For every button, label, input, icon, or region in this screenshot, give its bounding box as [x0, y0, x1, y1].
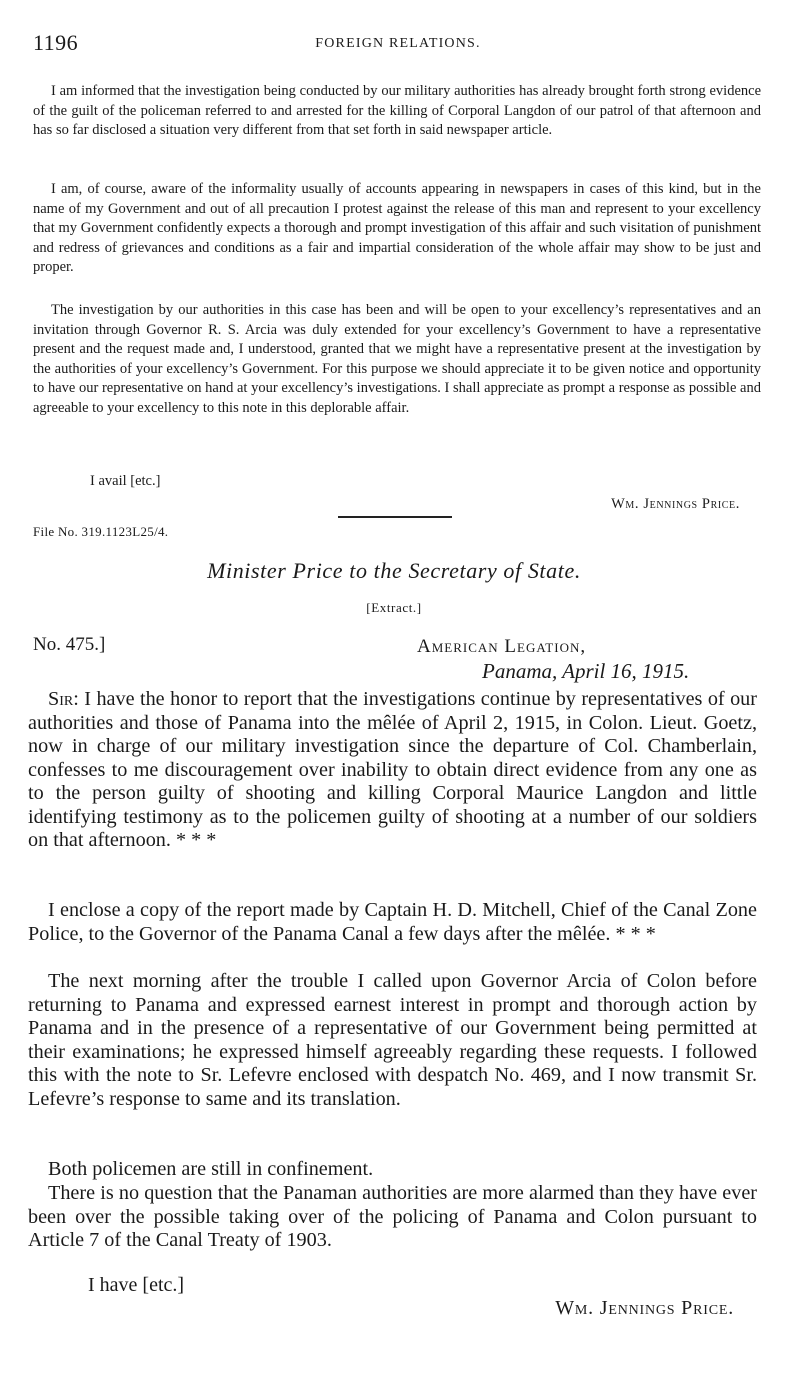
legation-heading: American Legation,	[417, 636, 587, 657]
page-header	[33, 30, 763, 60]
report-paragraph-1-text: I have the honor to report that the investigations continue by representatives of our authorities and those of Panama into the mêlée of April 2, 1915, in Colon. Lieut. Goetz, now in charge of our military investigation since the departure of Col. Chamberlain, confesses to me discouragement over inability to obtain direct evidence from any one as to the person guilty of shooting and killing Corporal Maurice Langdon and little identifying testimony as to the policemen guilty of shooting at a number of our soldiers on that afternoon. * * *	[28, 688, 757, 851]
running-head: FOREIGN RELATIONS.	[315, 36, 481, 51]
report-paragraph-4: Both policemen are still in confinement.	[48, 1158, 374, 1180]
report-signature: Wm. Jennings Price.	[555, 1297, 734, 1319]
document-title: Minister Price to the Secretary of State.	[207, 558, 581, 583]
letter-paragraph-1: I am informed that the investigation being conducted by our military authorities has already brought forth strong evidence of the guilt of the policeman referred to and arrested for the killing of Corporal Langdon of our patrol of that afternoon and has so far disclosed a situation very different from that set forth in said newspaper article.	[33, 83, 761, 139]
letter-closing: I avail [etc.]	[90, 473, 161, 489]
letter-signature: Wm. Jennings Price.	[611, 496, 740, 512]
letter-paragraph-3: The investigation by our authorities in this case has been and will be open to your excellency’s representatives and an invitation through Governor R. S. Arcia was duly extended for your excellency’s Government to have a representative present and the request made and, I understood, granted that we might have a representative present at the investigation by the authorities of your excellency’s Government. For this purpose we should appreciate it to be given notice and opportunity to have our representative on hand at your excellency’s investigations. I shall appreciate as prompt a response as possible and agreeable to your excellency to this note in this deplorable affair.	[33, 302, 761, 416]
report-paragraph-3: The next morning after the trouble I called upon Governor Arcia of Colon before returning to Panama and expressed earnest interest in prompt and thorough action by Panama and in the presence of a representative of our Government being permitted at their examinations; he expressed himself agreeably regarding these requests. I followed this with the note to Sr. Lefevre enclosed with despatch No. 469, and I now transmit Sr. Lefevre’s response to same and its translation.	[28, 970, 757, 1110]
file-number: File No. 319.1123L25/4.	[33, 524, 169, 539]
extract-label: [Extract.]	[366, 600, 422, 615]
salutation: Sir:	[48, 688, 79, 710]
report-paragraph-2: I enclose a copy of the report made by Captain H. D. Mitchell, Chief of the Canal Zone Police, to the Governor of the Panama Canal a few days after the mêlée. * * *	[28, 899, 757, 945]
section-divider	[338, 516, 452, 518]
report-closing: I have [etc.]	[88, 1274, 185, 1296]
page-number: 1196	[33, 30, 79, 55]
report-paragraph-1	[28, 688, 757, 853]
dateline: Panama, April 16, 1915.	[482, 659, 690, 683]
despatch-number: No. 475.]	[33, 634, 106, 655]
letter-paragraph-2: I am, of course, aware of the informality usually of accounts appearing in newspapers in cases of this kind, but in the name of my Government and out of all precaution I protest against the release of this man and represent to your excellency that my Government confidently expects a thorough and prompt investigation of this affair and such visitation of punishment and redress of grievances and conditions as a fair and impartial consideration of the whole affair may show to be just and proper.	[33, 181, 761, 276]
report-paragraph-5: There is no question that the Panaman authorities are more alarmed than they have ever been over the possible taking over of the policing of Panama and Colon pursuant to Article 7 of the Canal Treaty of 1903.	[28, 1182, 757, 1251]
